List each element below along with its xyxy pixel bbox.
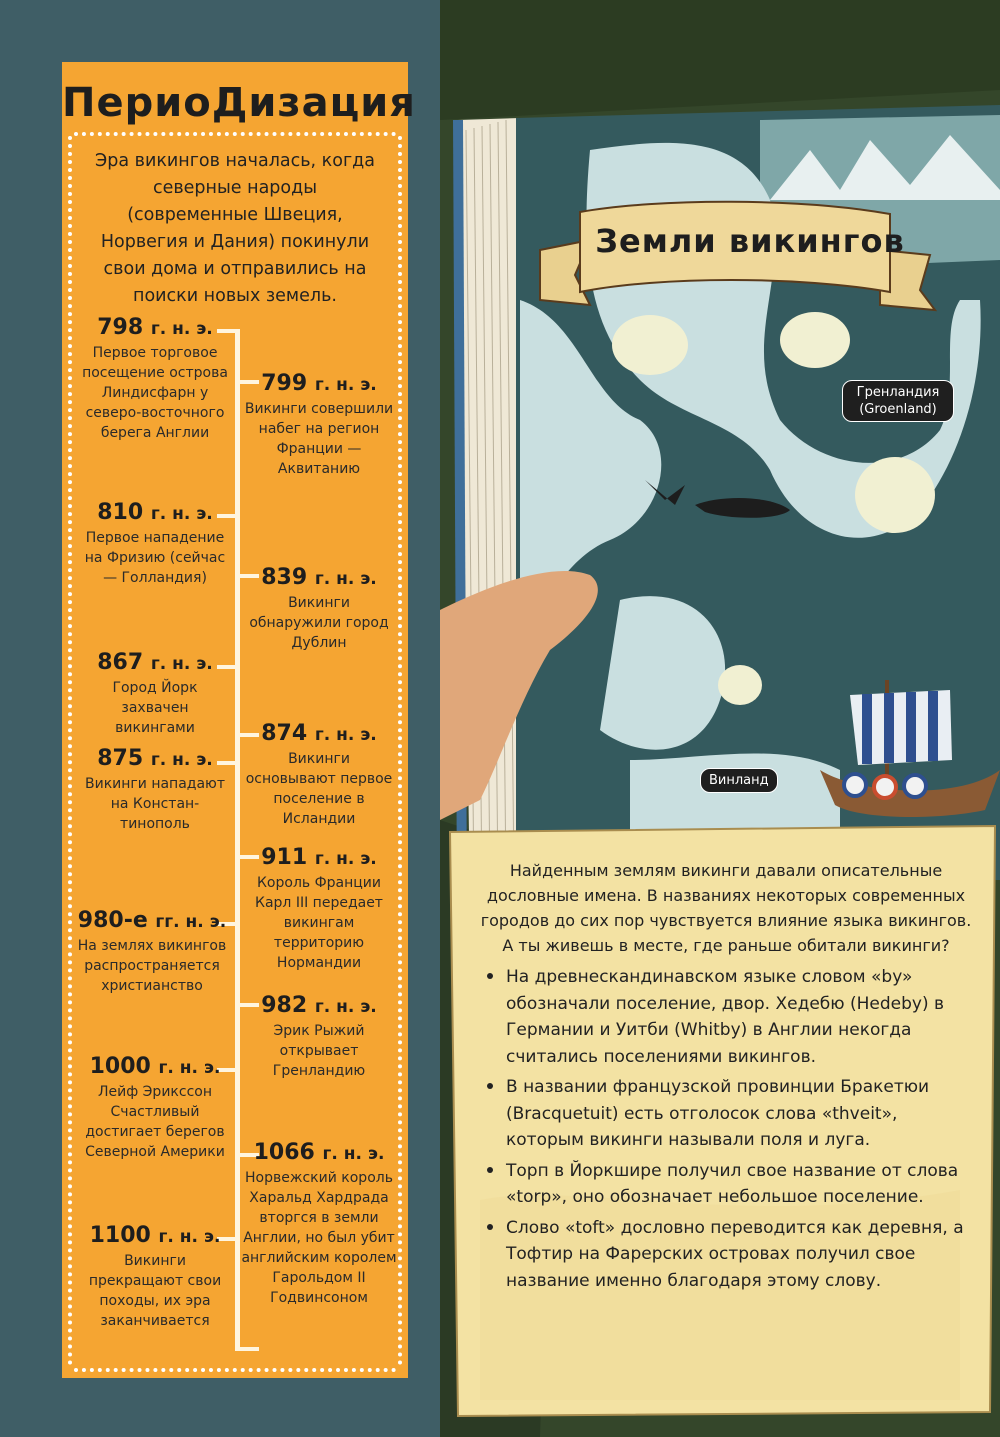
event-year: 982 (261, 993, 308, 1018)
event-era: г. н. э. (150, 319, 213, 339)
event-description: Король Франции Карл III передает викингам территорию Нормандии (255, 875, 383, 971)
dotted-border-bottom (74, 1368, 396, 1372)
timeline-event-798 (80, 314, 230, 443)
parchment-lead: Найденным землям викинги давали описательные дословные имена. В названиях некоторых современных городов до сих пор чувствуется влияние языка викингов. А ты живешь в месте, где раньше обитали викинги? (480, 861, 972, 955)
map-banner-title: Земли викингов (595, 222, 905, 260)
event-era: г. н. э. (314, 569, 377, 589)
parchment-bullet-list (478, 962, 974, 1294)
parchment-bullet: • Торп в Йоркшире получил свое название от слова «torp», оно обозначает небольшое поселение. (506, 1156, 974, 1211)
event-year: 875 (97, 746, 144, 771)
timeline-event-1100 (80, 1222, 230, 1331)
event-description: Викинги совершили набег на регион Франции — Аквитанию (244, 401, 394, 477)
event-era: г. н. э. (314, 997, 377, 1017)
timeline-event-810 (80, 499, 230, 588)
map-label-greenland-alt: (Groenland) (859, 402, 937, 417)
event-year: 799 (261, 371, 308, 396)
event-description: Викинги основывают первое поселение в Исландии (245, 751, 393, 827)
event-description: Норвежский король Харальд Хардрада вторгся в земли Англии, но был убит английским королем Гарольдом II Годвинсоном (241, 1170, 397, 1306)
dotted-border-right (398, 136, 402, 1366)
event-year: 1100 (89, 1223, 151, 1248)
parchment-bullet: • На древнескандинавском языке словом «by» обозначали поселение, двор. Хедебю (Hedeby) в Германии и Уитби (Whitby) в Англии некогда считались поселениями викингов. (506, 962, 974, 1070)
periodization-panel (62, 62, 416, 1378)
event-era: г. н. э. (322, 1144, 385, 1164)
map-label-vinland: Винланд (700, 768, 778, 793)
timeline-event-867 (80, 649, 230, 738)
event-description: Эрик Рыжий открывает Гренландию (272, 1023, 366, 1079)
event-description: Первое нападение на Фризию (сейчас — Голландия) (84, 530, 226, 586)
map-label-greenland-name: Гренландия (856, 385, 940, 400)
timeline-event-1066 (240, 1139, 398, 1308)
event-description: На землях викингов распространяется христианство (77, 938, 227, 994)
periodization-intro: Эра викингов началась, когда северные народы (современные Швеция, Норвегия и Дания) покинули свои дома и отправились на поиски новых земель. (95, 151, 375, 306)
event-era: г. н. э. (314, 375, 377, 395)
event-era: г. н. э. (158, 1227, 221, 1247)
event-year: 810 (97, 500, 144, 525)
timeline-event-980s (74, 907, 230, 996)
periodization-title: ПериоДизация (62, 80, 416, 126)
timeline-event-874 (244, 720, 394, 829)
event-era: г. н. э. (314, 849, 377, 869)
event-year: 1066 (253, 1140, 315, 1165)
event-description: Первое торговое посещение острова Линдисфарн у северо-восточного берега Англии (82, 345, 228, 441)
event-era: г. н. э. (158, 1058, 221, 1078)
parchment-bullet: • В названии французской провинции Бракетюи (Bracquetuit) есть отголосок слова «thveit», которым викинги называли поля и луга. (506, 1072, 974, 1154)
timeline-tick (237, 1347, 259, 1351)
timeline-event-982 (244, 992, 394, 1081)
map-label-greenland (842, 380, 954, 422)
event-description: Город Йорк захвачен викингами (112, 680, 198, 736)
event-era: г. н. э. (150, 654, 213, 674)
timeline-event-799 (244, 370, 394, 479)
event-description: Викинги обнаружили город Дублин (249, 595, 389, 651)
event-year: 874 (261, 721, 308, 746)
timeline-event-839 (244, 564, 394, 653)
event-description: Викинги прекращают свои походы, их эра заканчивается (88, 1253, 222, 1329)
event-era: г. н. э. (150, 750, 213, 770)
event-era: гг. н. э. (155, 912, 227, 932)
event-year: 798 (97, 315, 144, 340)
event-year: 839 (261, 565, 308, 590)
event-year: 1000 (89, 1054, 151, 1079)
event-year: 911 (261, 845, 308, 870)
timeline-event-875 (80, 745, 230, 834)
event-year: 867 (97, 650, 144, 675)
parchment-bullet: • Слово «toft» дословно переводится как деревня, а Тофтир на Фарерских островах получил свое название именно благодаря этому слову. (506, 1213, 974, 1295)
dotted-border-top (74, 132, 396, 136)
timeline-event-1000 (80, 1053, 230, 1162)
parchment-text (478, 858, 974, 1296)
event-description: Викинги нападают на Констан-тинополь (85, 776, 225, 832)
dotted-border-left (68, 136, 72, 1366)
event-year: 980-е (77, 908, 148, 933)
event-era: г. н. э. (314, 725, 377, 745)
event-description: Лейф Эрикссон Счастливый достигает берегов Северной Америки (85, 1084, 225, 1160)
event-era: г. н. э. (150, 504, 213, 524)
timeline-event-911 (244, 844, 394, 973)
